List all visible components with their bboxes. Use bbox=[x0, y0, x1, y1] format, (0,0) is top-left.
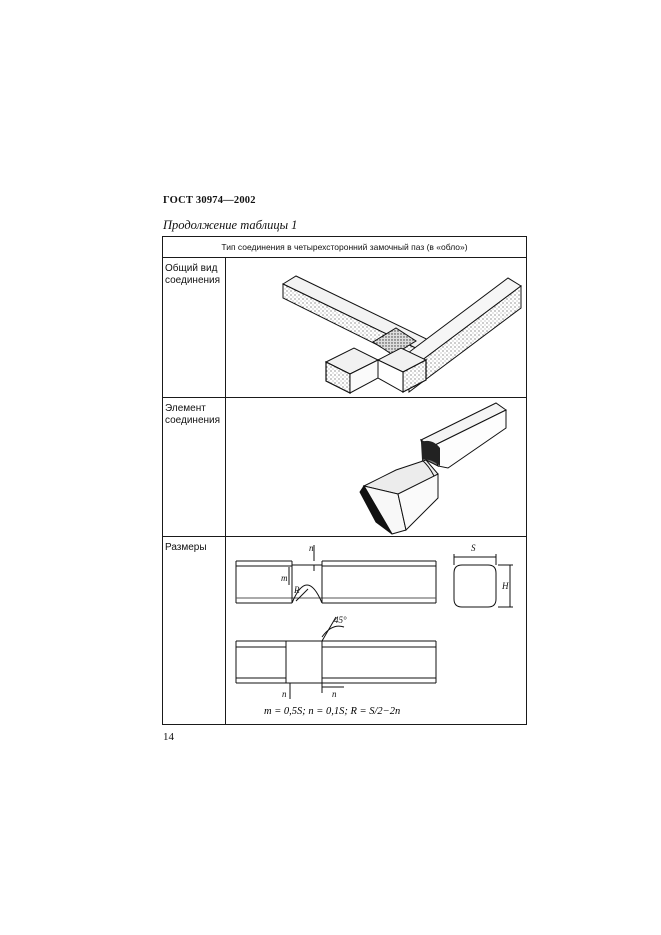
joint-element-illustration bbox=[226, 398, 527, 537]
dim-label-m: m bbox=[281, 573, 288, 583]
dim-label-n-right: n bbox=[332, 689, 337, 699]
row-label-joint-element: Элемент соединения bbox=[163, 398, 226, 537]
dimensions-drawing-cell bbox=[226, 537, 527, 725]
dim-label-r: R bbox=[294, 585, 300, 595]
dimension-formula: m = 0,5S; n = 0,1S; R = S/2−2n bbox=[264, 706, 401, 717]
cross-joint-drawing bbox=[226, 258, 526, 397]
dim-label-angle: 45° bbox=[334, 615, 347, 625]
general-view-illustration bbox=[226, 258, 527, 398]
table-row bbox=[163, 398, 527, 537]
standard-code: ГОСТ 30974—2002 bbox=[163, 195, 256, 206]
joint-element-drawing bbox=[226, 398, 526, 536]
dim-label-n-left: n bbox=[282, 689, 287, 699]
page-number: 14 bbox=[163, 731, 174, 743]
row-label-dimensions: Размеры bbox=[163, 537, 226, 725]
table-continuation-caption: Продолжение таблицы 1 bbox=[163, 218, 298, 232]
table-row bbox=[163, 537, 527, 725]
dimensions-drawing bbox=[226, 537, 526, 724]
dim-label-h: H bbox=[502, 581, 509, 591]
table-row bbox=[163, 258, 527, 398]
joint-type-table bbox=[162, 236, 527, 725]
row-label-general-view: Общий вид соединения bbox=[163, 258, 226, 398]
dim-label-s: S bbox=[471, 543, 476, 553]
dim-label-n-top: n bbox=[309, 543, 314, 553]
table-header: Тип соединения в четырехсторонний замочный паз (в «обло») bbox=[163, 237, 527, 258]
